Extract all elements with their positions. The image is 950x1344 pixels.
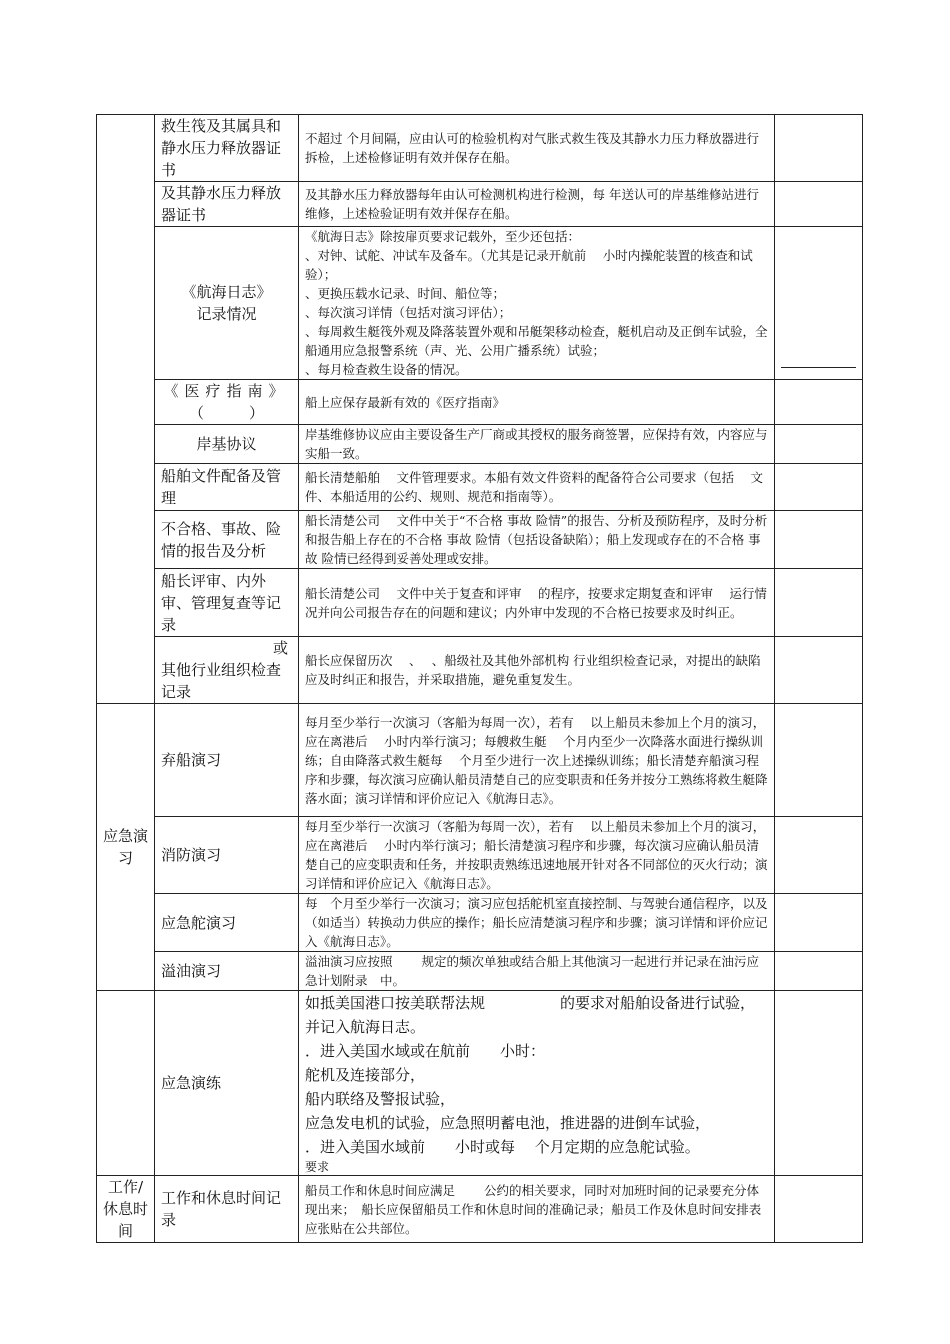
item-logbook-line2: 记录情况	[196, 305, 257, 323]
check-cell[interactable]	[775, 569, 863, 637]
req-fire: 每月至少举行一次演习（客船为每周一次），若有 以上船员未参加上个月的演习，应在离港后 小时内举行演习；船长清楚演习程序和步骤，每次演习应确认船员清楚自己的应变职责和任务，并按职责熟练迅速地展开针对各不同部位的灭火行动；演习详情和评价应记入《航海日志》。	[299, 817, 775, 894]
item-inspections-line1: 或	[272, 639, 288, 657]
item-rest: 工作和休息时间记录	[155, 1176, 299, 1243]
check-cell[interactable]	[775, 380, 863, 425]
table-row	[97, 1176, 863, 1243]
table-row	[97, 380, 863, 425]
item-ship-docs: 船舶文件配备及管理	[155, 464, 299, 511]
item-review: 船长评审、内外审、管理复查等记录	[155, 569, 299, 637]
check-cell[interactable]	[775, 704, 863, 817]
table-row	[97, 182, 863, 227]
item-shore: 岸基协议	[155, 425, 299, 464]
req-line: 《航海日志》除按扉页要求记载外，至少还包括：	[305, 229, 581, 244]
category-cell-blank	[97, 991, 155, 1176]
item-logbook	[155, 227, 299, 380]
table-row	[97, 991, 863, 1176]
item-inspections	[155, 637, 299, 704]
table-row	[97, 569, 863, 637]
item-drill: 应急演练	[155, 991, 299, 1176]
item-nonconformity: 不合格、事故、险情的报告及分析	[155, 511, 299, 569]
table-row	[97, 227, 863, 380]
table-row	[97, 894, 863, 952]
req-line: 船内联络及警报试验，	[305, 1090, 456, 1108]
item-inspections-line2: 其他行业组织检查记录	[161, 661, 282, 701]
check-cell-split	[775, 227, 863, 380]
check-cell[interactable]	[775, 182, 863, 227]
req-raft-cert: 不超过 个月间隔，应由认可的检验机构对气胀式救生筏及其静水力压力释放器进行拆检，上述检修证明有效并保存在船。	[299, 115, 775, 182]
req-line: 应急发电机的试验，应急照明蓄电池，推进器的进倒车试验，	[305, 1114, 711, 1132]
item-medical-line1: 《医疗指南》	[163, 382, 290, 400]
req-oil: 溢油演习应按照 规定的频次单独或结合船上其他演习一起进行并记录在油污应急计划附录 中。	[299, 952, 775, 991]
check-cell[interactable]	[775, 637, 863, 704]
req-rest: 船员工作和休息时间应满足 公约的相关要求，同时对加班时间的记录要充分体现出来； 船长应保留船员工作和休息时间的准确记录；船员工作及休息时间安排表应张贴在公共部位。	[299, 1176, 775, 1243]
category-emergency: 应急演习	[97, 704, 155, 991]
req-hru-cert: 及其静水压力释放器每年由认可检测机构进行检测，每 年送认可的岸基维修站进行维修，上述检验证明有效并保存在船。	[299, 182, 775, 227]
table-row	[97, 637, 863, 704]
item-abandon: 弃船演习	[155, 704, 299, 817]
req-line: 、每周救生艇筏外观及降落装置外观和吊艇架移动检查，艇机启动及正倒车试验，全船通用应急报警系统（声、光、公用广播系统）试验；	[305, 324, 768, 358]
checklist-table	[96, 114, 863, 1243]
check-cell[interactable]	[775, 115, 863, 182]
item-fire: 消防演习	[155, 817, 299, 894]
item-medical	[155, 380, 299, 425]
table-row	[97, 952, 863, 991]
req-abandon: 每月至少举行一次演习（客船为每周一次），若有 以上船员未参加上个月的演习，应在离港后 小时内举行演习；每艘救生艇 个月内至少一次降落水面进行操纵训练；自由降落式救生艇每 个月至少进行一次上述操纵训练；船长清楚弃船演习程序和步骤，每次演习应确认船员清楚自己的应变职责和任务并按分工熟练将救生艇降落水面；演习详情和评价应记入《航海日志》。	[299, 704, 775, 817]
req-line: 、每次演习详情（包括对演习评估）；	[305, 305, 512, 320]
check-cell[interactable]	[775, 511, 863, 569]
item-logbook-line1: 《航海日志》	[181, 283, 272, 301]
req-line: 舵机及连接部分，	[305, 1066, 426, 1084]
req-nonconformity: 船长清楚公司 文件中关于“不合格 事故 险情”的报告、分析及预防程序，及时分析和报告船上存在的不合格 事故 险情（包括设备缺陷）；船上发现或存在的不合格 事故 险情已经得到妥善处理或安排。	[299, 511, 775, 569]
req-line: 、对钟、试舵、冲试车及备车。（尤其是记录开航前 小时内操舵装置的核查和试验）；	[305, 248, 753, 282]
table-row	[97, 464, 863, 511]
table-row	[97, 115, 863, 182]
item-raft-cert: 救生筏及其属具和静水压力释放器证书	[155, 115, 299, 182]
req-line: 、每月检查救生设备的情况。	[305, 362, 468, 377]
req-steering: 每 个月至少举行一次演习；演习应包括舵机室直接控制、与驾驶台通信程序，以及（如适当）转换动力供应的操作；船长应清楚演习程序和步骤；演习详情和评价应记入《航海日志》。	[299, 894, 775, 952]
table-row	[97, 425, 863, 464]
req-inspections: 船长应保留历次 、 、船级社及其他外部机构 行业组织检查记录，对提出的缺陷应及时纠正和报告，并采取措施，避免重复发生。	[299, 637, 775, 704]
check-cell[interactable]	[775, 817, 863, 894]
category-rest: 工作/休息时间	[97, 1176, 155, 1243]
req-line: 、更换压载水记录、时间、船位等；	[305, 286, 506, 301]
table-row	[97, 817, 863, 894]
req-medical: 船上应保存最新有效的《医疗指南》	[299, 380, 775, 425]
check-cell[interactable]	[775, 952, 863, 991]
check-cell[interactable]	[775, 1176, 863, 1243]
req-line: 如抵美国港口按美联帮法规 的要求对船舶设备进行试验，并记入航海日志。	[305, 994, 756, 1036]
req-review: 船长清楚公司 文件中关于复查和评审 的程序，按要求定期复查和评审 运行情况并向公司报告存在的问题和建议；内外审中发现的不合格已按要求及时纠正。	[299, 569, 775, 637]
check-cell[interactable]	[775, 464, 863, 511]
check-cell[interactable]	[775, 425, 863, 464]
req-line: 要求	[305, 1160, 330, 1174]
req-shore: 岸基维修协议应由主要设备生产厂商或其授权的服务商签署，应保持有效，内容应与实船一致。	[299, 425, 775, 464]
req-line: ．进入美国水域前 小时或每 个月定期的应急舵试验。	[305, 1138, 700, 1156]
item-steering: 应急舵演习	[155, 894, 299, 952]
req-logbook	[299, 227, 775, 380]
check-cell[interactable]	[775, 991, 863, 1176]
item-medical-line2: （ ）	[188, 404, 264, 422]
table-row	[97, 511, 863, 569]
req-drill	[299, 991, 775, 1176]
check-cell[interactable]	[781, 239, 856, 368]
item-oil: 溢油演习	[155, 952, 299, 991]
category-cell-blank	[97, 115, 155, 704]
item-hru-cert: 及其静水压力释放器证书	[155, 182, 299, 227]
table-row	[97, 704, 863, 817]
req-line: ．进入美国水域或在航前 小时：	[305, 1042, 546, 1060]
req-ship-docs: 船长清楚船舶 文件管理要求。本船有效文件资料的配备符合公司要求（包括 文件、本船适用的公约、规则、规范和指南等）。	[299, 464, 775, 511]
check-cell[interactable]	[775, 894, 863, 952]
